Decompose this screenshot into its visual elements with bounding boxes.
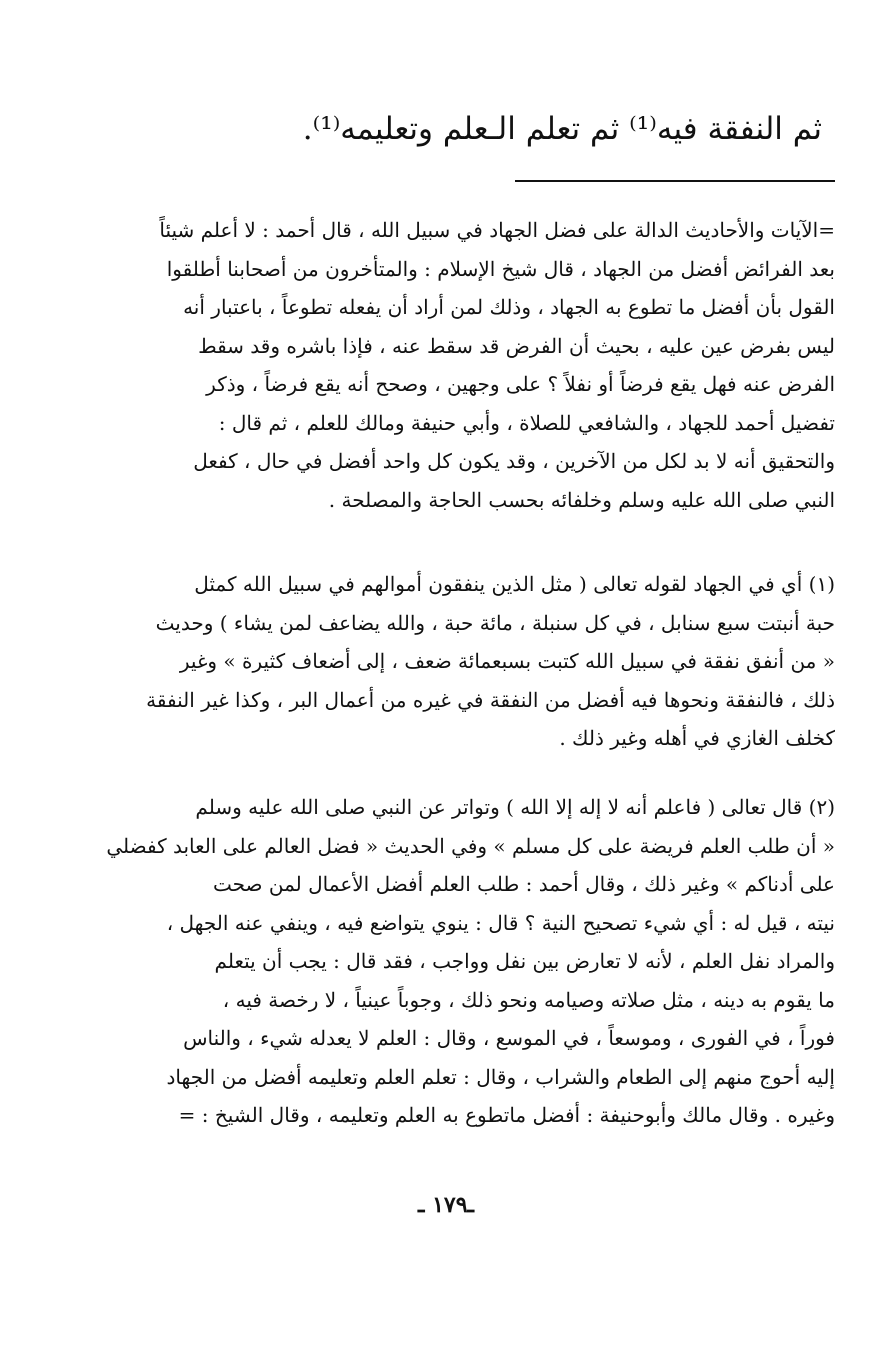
- main-text: ثم النفقة فيه⁽¹⁾ ثم تعلم الـعلم وتعليمه⁽¹⁾.: [302, 111, 822, 147]
- footnote-line: تفضيل أحمد للجهاد ، والشافعي للصلاة ، وأبي حنيفة ومالك للعلم ، ثم قال :: [218, 410, 835, 435]
- footnote-line: حبة أنبتت سبع سنابل ، في كل سنبلة ، مائة حبة ، والله يضاعف لمن يشاء ) وحديث: [155, 610, 835, 635]
- footnote-separator-rule: [515, 180, 835, 182]
- footnote-2: [100, 788, 835, 1135]
- footnote-line: « أن طلب العلم فريضة على كل مسلم » وفي الحديث « فضل العالم على العابد كفضلي: [106, 833, 835, 858]
- footnote-line: ما يقوم به دينه ، مثل صلاته وصيامه ونحو ذلك ، وجوباً عينياً ، لا رخصة فيه ،: [222, 987, 835, 1012]
- footnote-line: والتحقيق أنه لا بد لكل من الآخرين ، وقد يكون كل واحد أفضل في حال ، كفعل: [193, 449, 835, 473]
- footnote-line: (٢) قال تعالى ( فاعلم أنه لا إله إلا الله ) وتواتر عن النبي صلى الله عليه وسلم: [195, 795, 835, 819]
- footnote-line: ليس بفرض عين عليه ، بحيث أن الفرض قد سقط عنه ، فإذا باشره وقد سقط: [198, 333, 835, 358]
- footnote-line: بعد الفرائض أفضل من الجهاد ، قال شيخ الإسلام : والمتأخرون من أصحابنا أطلقوا: [166, 256, 835, 281]
- footnote-line: « من أنفق نفقة في سبيل الله كتبت بسبعمائة ضعف ، إلى أضعاف كثيرة » وغير: [179, 649, 835, 673]
- footnote-line: إليه أحوج منهم إلى الطعام والشراب ، وقال : تعلم العلم وتعليمه أفضل من الجهاد: [166, 1064, 835, 1089]
- footnote-line: =الآيات والأحاديث الدالة على فضل الجهاد في سبيل الله ، قال أحمد : لا أعلم شيئاً: [159, 218, 835, 242]
- footnote-line: والمراد نفل العلم ، لأنه لا تعارض بين نفل وواجب ، فقد قال : يجب أن يتعلم: [214, 949, 835, 973]
- footnote-line: فوراً ، في الفورى ، وموسعاً ، في الموسع ، وقال : العلم لا يعدله شيء ، والناس: [183, 1026, 835, 1050]
- footnote-continuation: [100, 211, 835, 519]
- footnote-line: (١) أي في الجهاد لقوله تعالى ( مثل الذين ينفقون أموالهم في سبيل الله كمثل: [194, 572, 835, 596]
- footnote-line: الفرض عنه فهل يقع فرضاً أو نفلاً ؟ على وجهين ، وصحح أنه يقع فرضاً ، وذكر: [206, 372, 835, 396]
- footnote-line: وغيره . وقال مالك وأبوحنيفة : أفضل ماتطوع به العلم وتعليمه ، وقال الشيخ : =: [178, 1103, 835, 1127]
- footnote-line: القول بأن أفضل ما تطوع به الجهاد ، وذلك لمن أراد أن يفعله تطوعاً ، باعتبار أنه: [183, 295, 835, 319]
- footnote-line: نيته ، قيل له : أي شيء تصحيح النية ؟ قال : ينوي يتواضع فيه ، وينفي عنه الجهل ،: [166, 910, 835, 935]
- footnote-line: على أدناكم » وغير ذلك ، وقال أحمد : طلب العلم أفضل الأعمال لمن صحت: [213, 872, 835, 896]
- footnote-1: [100, 565, 835, 758]
- footnote-line: النبي صلى الله عليه وسلم وخلفائه بحسب الحاجة والمصلحة .: [328, 487, 835, 512]
- page-number: ـ١٧٩ ـ: [417, 1192, 474, 1218]
- footnote-line: كخلف الغازي في أهله وغير ذلك .: [559, 726, 835, 750]
- footnote-line: ذلك ، فالنفقة ونحوها فيه أفضل من النفقة في غيره من أعمال البر ، وكذا غير النفقة: [146, 687, 835, 712]
